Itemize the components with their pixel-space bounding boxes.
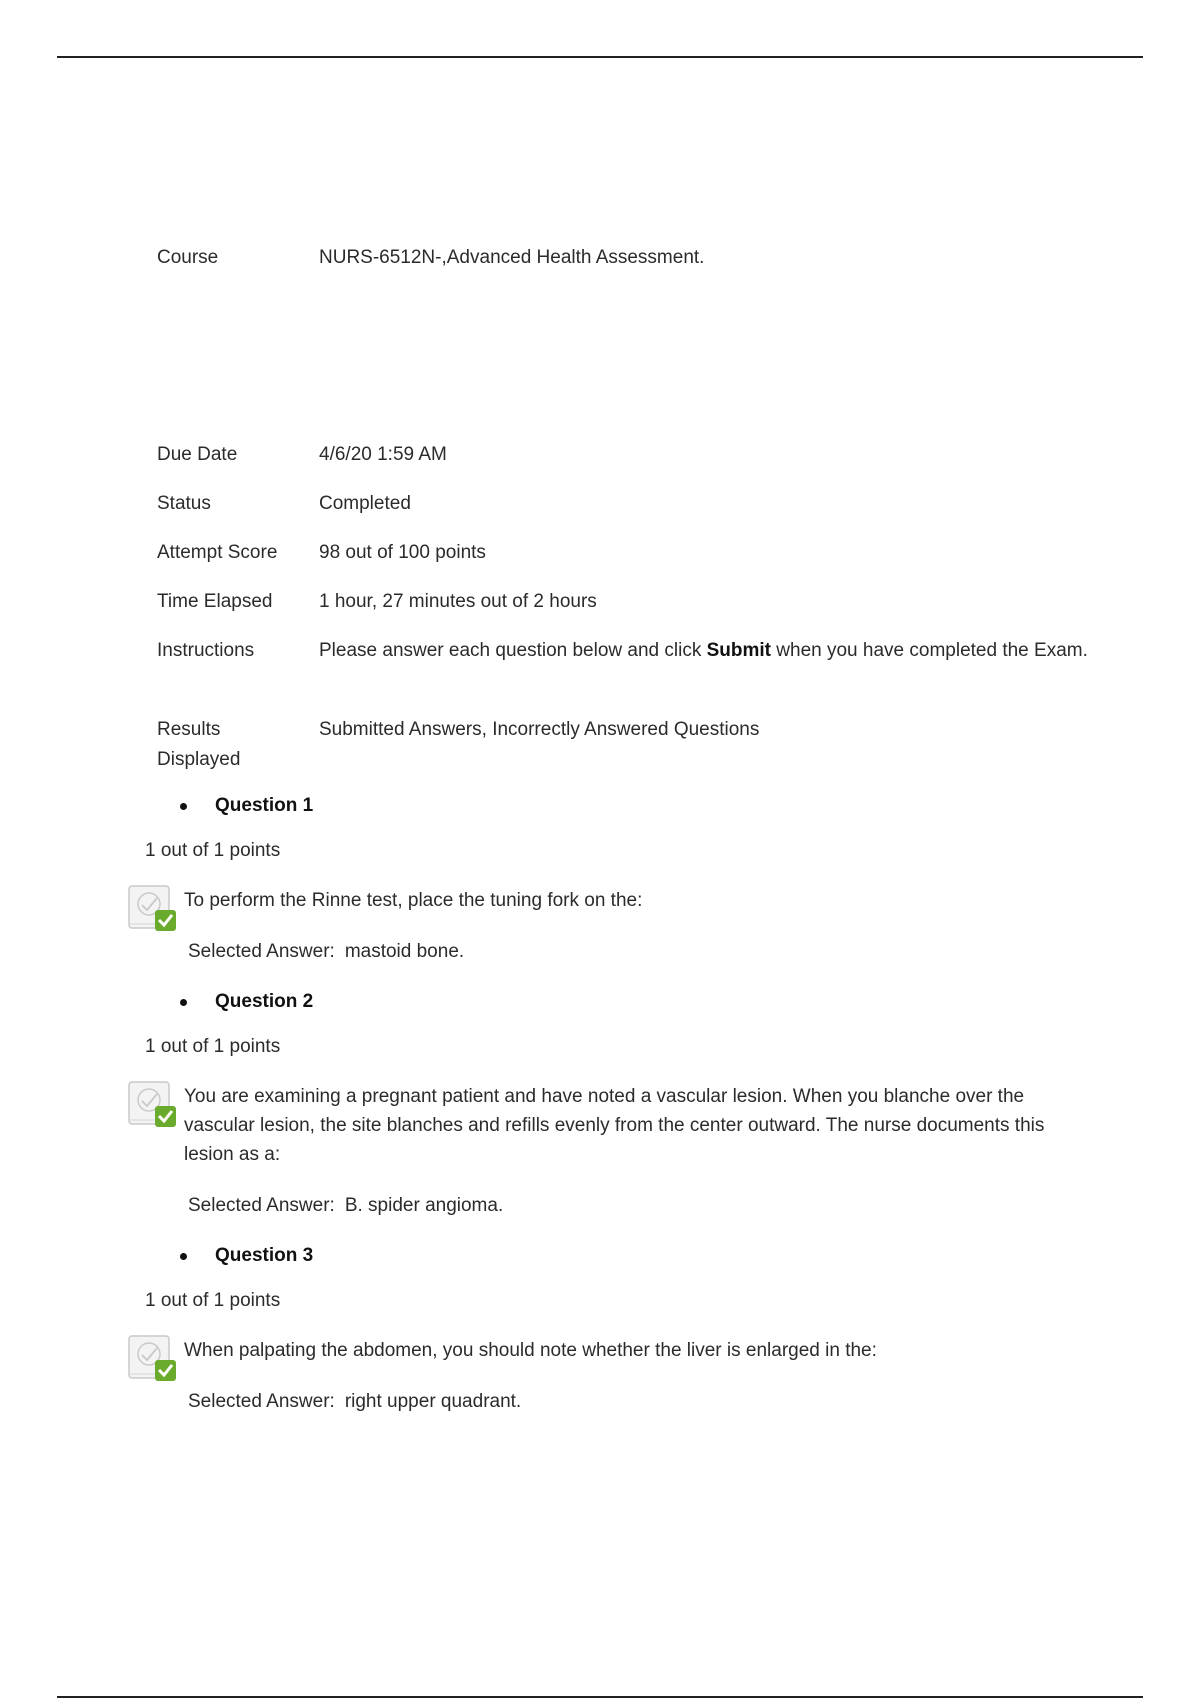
attempt-score-label: Attempt Score (157, 542, 278, 563)
selected-answer-label: Selected Answer: (188, 1391, 335, 1412)
instructions-value (319, 636, 1089, 666)
instructions-text-2: when you have completed the Exam. (771, 640, 1088, 661)
question-3-answer (188, 1391, 521, 1413)
attempt-score-value: 98 out of 100 points (319, 542, 486, 563)
question-2-heading (180, 991, 313, 1013)
course-label: Course (157, 247, 219, 268)
question-1-text: To perform the Rinne test, place the tuning fork on the: (184, 890, 643, 911)
question-1-heading (180, 795, 313, 817)
due-date-row (157, 440, 1079, 470)
question-1-title: Question 1 (215, 795, 314, 816)
question-2-answer (188, 1195, 503, 1217)
question-3-body (127, 1336, 1064, 1384)
results-displayed-label: Results Displayed (157, 719, 241, 770)
question-1-points: 1 out of 1 points (145, 840, 281, 861)
selected-answer-label: Selected Answer: (188, 941, 335, 962)
selected-answer-value: right upper quadrant. (344, 1391, 522, 1412)
time-elapsed-label: Time Elapsed (157, 591, 273, 612)
bottom-rule (57, 1696, 1143, 1698)
attempt-score-row (157, 538, 1079, 568)
question-1-answer (188, 941, 464, 963)
due-date-value: 4/6/20 1:59 AM (319, 444, 447, 465)
question-3-heading (180, 1245, 313, 1267)
time-elapsed-value: 1 hour, 27 minutes out of 2 hours (319, 591, 597, 612)
time-elapsed-row (157, 587, 1079, 617)
status-row (157, 489, 1079, 519)
question-3-text: When palpating the abdomen, you should note whether the liver is enlarged in the: (184, 1340, 877, 1361)
correct-check-icon (127, 1332, 179, 1384)
question-3-points: 1 out of 1 points (145, 1290, 281, 1311)
question-1-body (127, 886, 1064, 934)
bullet-icon (180, 1253, 187, 1260)
instructions-text-1: Please answer each question below and click (319, 640, 707, 661)
status-label: Status (157, 493, 211, 514)
correct-check-icon (127, 1078, 179, 1130)
instructions-label: Instructions (157, 640, 255, 661)
question-2-points: 1 out of 1 points (145, 1036, 281, 1057)
due-date-label: Due Date (157, 444, 238, 465)
selected-answer-value: mastoid bone. (344, 941, 465, 962)
question-2-title: Question 2 (215, 991, 314, 1012)
selected-answer-value: B. spider angioma. (344, 1195, 504, 1216)
results-displayed-value: Submitted Answers, Incorrectly Answered Questions (319, 719, 760, 740)
course-value: NURS-6512N-,Advanced Health Assessment. (319, 247, 705, 268)
course-row (157, 243, 1079, 273)
submit-keyword: Submit (706, 640, 772, 661)
instructions-row (157, 636, 1089, 666)
results-displayed-row (157, 715, 1079, 775)
question-2-body (127, 1082, 1064, 1169)
correct-check-icon (127, 882, 179, 934)
selected-answer-label: Selected Answer: (188, 1195, 335, 1216)
question-2-text: You are examining a pregnant patient and have noted a vascular lesion. When you blanche over the vascular lesion, the site blanches and refills evenly from the center outward. The nurse documents this lesion as a: (184, 1086, 1045, 1165)
question-3-title: Question 3 (215, 1245, 314, 1266)
bullet-icon (180, 999, 187, 1006)
bullet-icon (180, 803, 187, 810)
status-value: Completed (319, 493, 411, 514)
top-rule (57, 56, 1143, 58)
